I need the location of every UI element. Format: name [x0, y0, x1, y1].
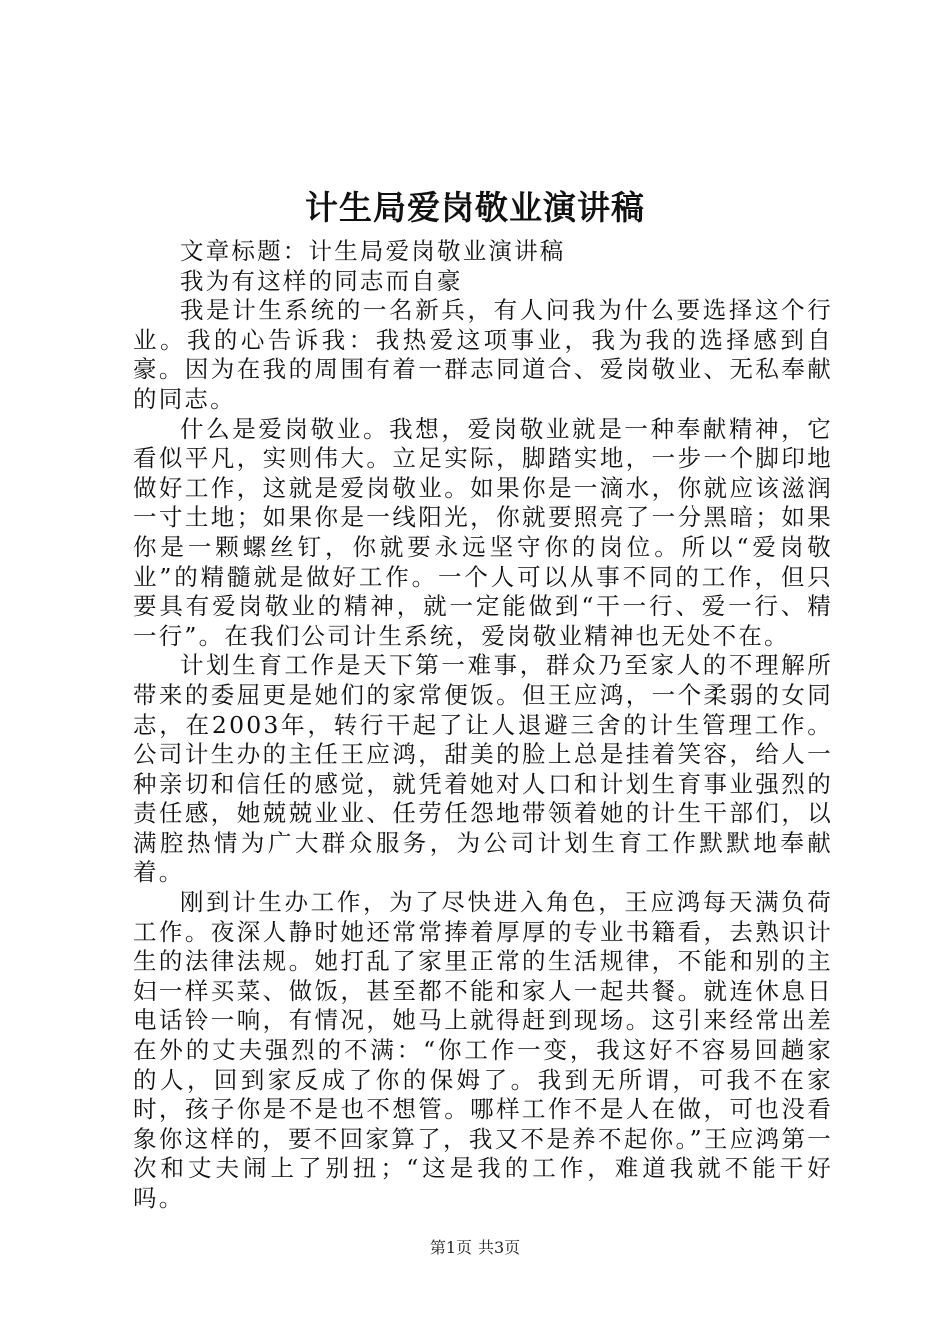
- document-title: 计生局爱岗敬业演讲稿: [305, 188, 645, 227]
- page-number-total: 共3页: [478, 1238, 521, 1257]
- paragraph: 什么是爱岗敬业。我想，爱岗敬业就是一种奉献精神，它看似平凡，实则伟大。立足实际，脚踏实地，一步一个脚印地做好工作，这就是爱岗敬业。如果你是一滴水，你就应该滋润一寸土地；如果你是一线阳光，你就要照亮了一分黑暗；如果你是一颗螺丝钉，你就要永远坚守你的岗位。所以“爱岗敬业”的精髓就是做好工作。一个人可以从事不同的工作，但只要具有爱岗敬业的精神，就一定能做到“干一行、爱一行、精一行”。在我们公司计生系统，爱岗敬业精神也无处不在。: [133, 414, 833, 650]
- paragraph-subtitle: 我为有这样的同志而自豪: [180, 266, 463, 295]
- paragraph: 我是计生系统的一名新兵，有人问我为什么要选择这个行业。我的心告诉我：我热爱这项事业，我为我的选择感到自豪。因为在我的周围有着一群志同道合、爱岗敬业、无私奉献的同志。: [133, 296, 833, 413]
- page-footer: [0, 1236, 950, 1260]
- paragraph-article-title: 文章标题：计生局爱岗敬业演讲稿: [180, 237, 566, 265]
- document-body: [133, 237, 833, 1214]
- paragraph: 计划生育工作是天下第一难事，群众乃至家人的不理解所带来的委屈更是她们的家常便饭。但王应鸿，一个柔弱的女同志，在2003年，转行干起了让人退避三舍的计生管理工作。公司计生办的主任王应鸿，甜美的脸上总是挂着笑容，给人一种亲切和信任的感觉，就凭着她对人口和计划生育事业强烈的责任感，她兢兢业业、任劳任怨地带领着她的计生干部们，以满腔热情为广大群众服务，为公司计划生育工作默默地奉献着。: [133, 651, 833, 887]
- paragraph: 刚到计生办工作，为了尽快进入角色，王应鸿每天满负荷工作。夜深人静时她还常常捧着厚厚的专业书籍看，去熟识计生的法律法规。她打乱了家里正常的生活规律，不能和别的主妇一样买菜、做饭，甚至都不能和家人一起共餐。就连休息日电话铃一响，有情况，她马上就得赶到现场。这引来经常出差在外的丈夫强烈的不满：“你工作一变，我这好不容易回趟家的人，回到家反成了你的保姆了。我到无所谓，可我不在家时，孩子你是不是也不想管。哪样工作不是人在做，可也没看象你这样的，要不回家算了，我又不是养不起你。”王应鸿第一次和丈夫闹上了别扭；“这是我的工作，难道我就不能干好吗。: [133, 888, 833, 1212]
- page-number-current: 第1页: [429, 1238, 472, 1257]
